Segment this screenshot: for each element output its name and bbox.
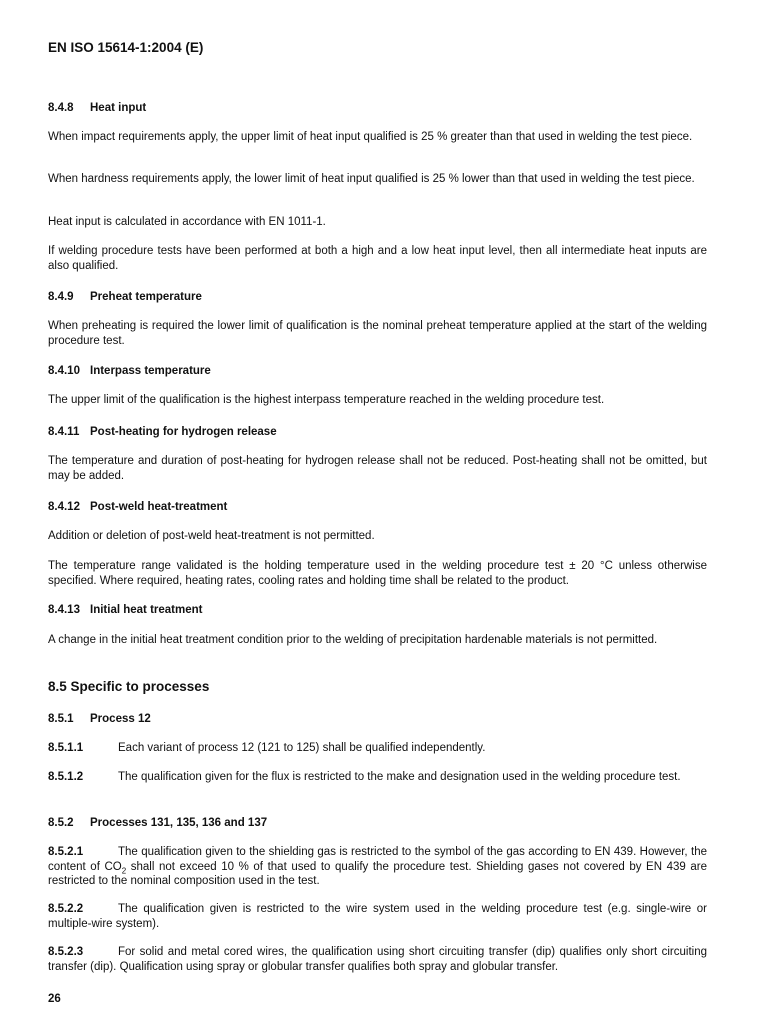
heading-number: 8.4.12 bbox=[48, 501, 80, 513]
page-number: 26 bbox=[48, 993, 61, 1005]
heading-number: 8.5.2 bbox=[48, 817, 74, 829]
paragraph: When impact requirements apply, the upper limit of heat input qualified is 25 % greater than that used in welding the test piece. bbox=[48, 131, 693, 143]
heading-8-4-8 bbox=[48, 102, 146, 114]
document-id: EN ISO 15614-1:2004 (E) bbox=[48, 40, 204, 55]
paragraph: When preheating is required the lower limit of qualification is the nominal preheat temperature applied at the start of the welding procedure test. bbox=[48, 320, 707, 347]
heading-number: 8.4.10 bbox=[48, 365, 80, 377]
clause-number: 8.5.1.2 bbox=[48, 771, 84, 783]
clause-text: The qualification given is restricted to the wire system used in the welding procedure test (e.g. single-wire or multiple-wire system). bbox=[48, 903, 707, 930]
clause-8-5-1-1 bbox=[48, 741, 707, 756]
heading-8-5-2 bbox=[48, 817, 267, 829]
clause-number: 8.5.2.2 bbox=[48, 903, 84, 915]
paragraph: If welding procedure tests have been performed at both a high and a low heat input level, then all intermediate heat inputs are also qualified. bbox=[48, 245, 707, 272]
paragraph: A change in the initial heat treatment condition prior to the welding of precipitation hardenable materials is not permitted. bbox=[48, 634, 658, 646]
paragraph: Heat input is calculated in accordance with EN 1011-1. bbox=[48, 216, 326, 228]
heading-8-4-10 bbox=[48, 365, 211, 377]
heading-title: Processes 131, 135, 136 and 137 bbox=[90, 817, 268, 829]
clause-8-5-2-2 bbox=[48, 902, 707, 931]
paragraph: The upper limit of the qualification is the highest interpass temperature reached in the welding procedure test. bbox=[48, 394, 605, 406]
heading-8-4-11 bbox=[48, 426, 277, 438]
clause-8-5-2-3 bbox=[48, 945, 707, 974]
heading-8-4-13 bbox=[48, 604, 202, 616]
heading-number: 8.4.11 bbox=[48, 426, 80, 438]
clause-8-5-1-2 bbox=[48, 770, 707, 785]
paragraph: The temperature and duration of post-heating for hydrogen release shall not be reduced. Post-heating shall not be omitted, but may be added. bbox=[48, 455, 707, 482]
heading-title: Heat input bbox=[90, 102, 147, 114]
paragraph: When hardness requirements apply, the lower limit of heat input qualified is 25 % lower than that used in welding the test piece. bbox=[48, 173, 695, 185]
clause-text: The qualification given for the flux is restricted to the make and designation used in the welding procedure test. bbox=[118, 771, 681, 783]
heading-number: 8.4.9 bbox=[48, 291, 74, 303]
clause-number: 8.5.2.3 bbox=[48, 946, 84, 958]
heading-number: 8.4.8 bbox=[48, 102, 74, 114]
clause-text: For solid and metal cored wires, the qualification using short circuiting transfer (dip) qualifies only short circuiting transfer (dip). Qualification using spray or globular transfer qualifies both spray and globular transfer. bbox=[48, 946, 707, 973]
heading-8-5: 8.5 Specific to processes bbox=[48, 679, 210, 694]
heading-title: Preheat temperature bbox=[90, 291, 202, 303]
subscript: 2 bbox=[121, 865, 127, 875]
heading-title: Post-weld heat-treatment bbox=[90, 501, 228, 513]
heading-8-4-9 bbox=[48, 291, 202, 303]
heading-title: Post-heating for hydrogen release bbox=[90, 426, 277, 438]
clause-8-5-2-1 bbox=[48, 845, 707, 889]
heading-number: 8.5.1 bbox=[48, 713, 74, 725]
heading-title: Interpass temperature bbox=[90, 365, 211, 377]
clause-number: 8.5.2.1 bbox=[48, 846, 84, 858]
heading-number: 8.4.13 bbox=[48, 604, 80, 616]
clause-text-cont: shall not exceed 10 % of that used to qualify the procedure test. Shielding gases not covered by EN 439 are restricted to the nominal composition used in the test. bbox=[48, 860, 707, 888]
heading-title: Process 12 bbox=[90, 713, 151, 725]
heading-title: Initial heat treatment bbox=[90, 604, 203, 616]
paragraph: Addition or deletion of post-weld heat-treatment is not permitted. bbox=[48, 530, 375, 542]
paragraph: The temperature range validated is the holding temperature used in the welding procedure test ± 20 °C unless otherwise specified. Where required, heating rates, cooling rates and holding time shall be related to the product. bbox=[48, 560, 707, 587]
heading-8-4-12 bbox=[48, 501, 227, 513]
clause-text: Each variant of process 12 (121 to 125) shall be qualified independently. bbox=[118, 742, 486, 754]
clause-text: The qualification given to the shielding gas is restricted to the symbol of the gas according to EN 439. However, the content of CO bbox=[48, 846, 707, 873]
heading-8-5-1 bbox=[48, 713, 151, 725]
clause-number: 8.5.1.1 bbox=[48, 742, 84, 754]
